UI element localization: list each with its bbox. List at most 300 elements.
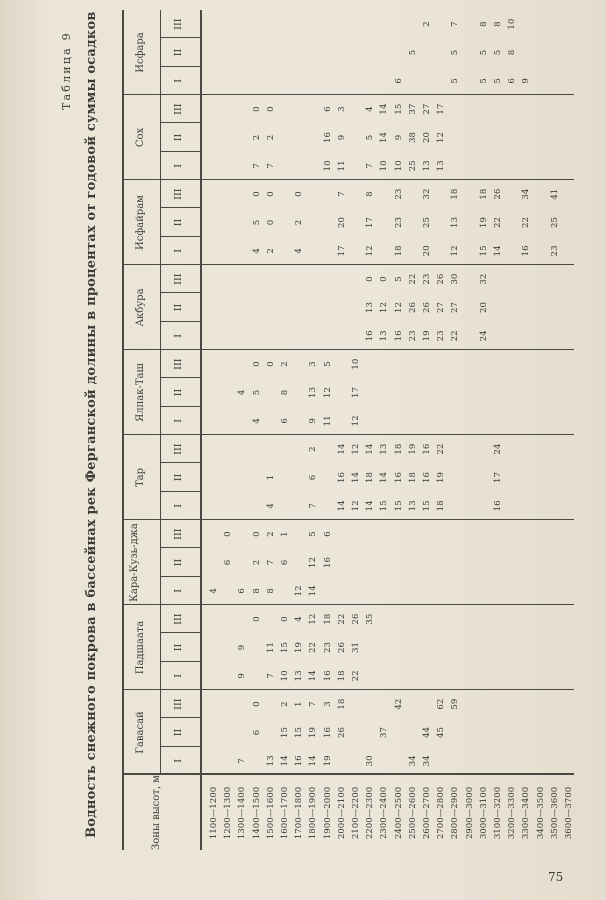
table-cell: 0 bbox=[251, 191, 262, 197]
table-cell: 23 bbox=[322, 642, 333, 653]
table-cell: 5 bbox=[393, 276, 404, 282]
table-cell: 17 bbox=[336, 245, 347, 257]
table-cell: 2 bbox=[265, 531, 276, 537]
table-cell: 10 bbox=[379, 160, 390, 172]
table-cell: 10 bbox=[507, 18, 518, 30]
zone-column-border bbox=[122, 774, 574, 776]
table-cell: 13 bbox=[379, 330, 390, 342]
table-cell: 8 bbox=[507, 49, 518, 56]
table-cell: 0 bbox=[251, 106, 262, 112]
table-cell: 4 bbox=[294, 248, 305, 254]
table-cell: 15 bbox=[379, 500, 390, 512]
table-cell: 0 bbox=[379, 276, 390, 282]
table-cell: 27 bbox=[422, 103, 432, 115]
table-cell: 16 bbox=[322, 132, 333, 143]
table-cell: 15 bbox=[393, 103, 404, 115]
zone-label: 1500—1600 bbox=[265, 786, 276, 840]
table-cell: 14 bbox=[308, 755, 319, 767]
sub-column-label: I bbox=[173, 673, 184, 678]
table-cell: 34 bbox=[422, 755, 432, 767]
table-cell: 8 bbox=[265, 588, 276, 594]
table-cell: 11 bbox=[265, 642, 276, 653]
zone-label: 1900—2000 bbox=[322, 786, 333, 840]
table-cell: 2 bbox=[280, 361, 290, 367]
table-cell: 4 bbox=[251, 418, 262, 424]
table-top-border bbox=[122, 10, 124, 850]
table-cell: 37 bbox=[379, 727, 390, 738]
table-cell: 4 bbox=[251, 248, 262, 254]
table-cell: 16 bbox=[322, 670, 333, 682]
page-number: 75 bbox=[548, 870, 564, 884]
table-cell: 22 bbox=[308, 642, 319, 653]
table-cell: 45 bbox=[436, 727, 447, 738]
table-cell: 22 bbox=[351, 670, 361, 682]
table-cell: 26 bbox=[407, 302, 418, 313]
table-cell: 7 bbox=[265, 673, 276, 679]
sub-column-label: III bbox=[173, 528, 184, 540]
table-cell: 8 bbox=[365, 191, 376, 197]
table-cell: 22 bbox=[493, 217, 503, 228]
sub-column-label: III bbox=[173, 698, 184, 710]
zone-label: 1100—1200 bbox=[209, 786, 219, 840]
table-cell: 8 bbox=[478, 21, 489, 27]
sub-column-label: II bbox=[173, 48, 184, 57]
table-cell: 12 bbox=[308, 613, 319, 625]
table-cell: 12 bbox=[436, 132, 447, 143]
table-cell: 18 bbox=[407, 472, 418, 483]
table-header-border bbox=[200, 10, 202, 850]
table-cell: 27 bbox=[436, 302, 447, 313]
table-cell: 3 bbox=[336, 106, 347, 112]
table-cell: 23 bbox=[436, 330, 447, 342]
table-cell: 6 bbox=[280, 418, 290, 424]
table-cell: 5 bbox=[493, 49, 503, 56]
table-cell: 16 bbox=[365, 330, 376, 342]
table-cell: 2 bbox=[422, 21, 432, 27]
table-cell: 8 bbox=[251, 588, 262, 594]
sub-column-label: I bbox=[173, 333, 184, 338]
table-cell: 26 bbox=[336, 727, 347, 738]
river-name: Падшаата bbox=[135, 620, 146, 675]
table-cell: 12 bbox=[393, 302, 404, 313]
zone-label: 3500—3600 bbox=[549, 786, 560, 840]
table-cell: 7 bbox=[308, 701, 319, 707]
table-cell: 17 bbox=[365, 217, 376, 228]
table-cell: 12 bbox=[379, 302, 390, 313]
table-cell: 20 bbox=[478, 302, 489, 313]
table-cell: 2 bbox=[280, 701, 290, 707]
zone-label: 1300—1400 bbox=[237, 786, 248, 840]
sub-column-label: I bbox=[173, 78, 184, 83]
table-cell: 2 bbox=[251, 134, 262, 141]
table-cell: 10 bbox=[322, 160, 333, 172]
sub-column-label: I bbox=[173, 248, 184, 253]
table-cell: 34 bbox=[407, 755, 418, 767]
zone-label: 3400—3500 bbox=[535, 786, 546, 840]
table-cell: 14 bbox=[379, 132, 390, 143]
zone-label: 2600—2700 bbox=[422, 786, 432, 840]
table-cell: 59 bbox=[450, 698, 461, 710]
table-cell: 19 bbox=[294, 642, 305, 653]
table-cell: 25 bbox=[549, 217, 560, 228]
table-cell: 24 bbox=[493, 443, 503, 455]
zone-label: 2700—2800 bbox=[436, 786, 447, 840]
sub-column-label: III bbox=[173, 443, 184, 455]
table-cell: 38 bbox=[407, 132, 418, 143]
table-cell: 32 bbox=[422, 188, 432, 200]
table-cell: 13 bbox=[308, 387, 319, 398]
table-cell: 11 bbox=[336, 160, 347, 172]
zone-label: 3000—3100 bbox=[478, 786, 489, 840]
table-cell: 6 bbox=[280, 559, 290, 566]
sub-column-label: III bbox=[173, 273, 184, 285]
river-group-divider bbox=[122, 519, 574, 520]
sub-column-label: I bbox=[173, 758, 184, 763]
table-cell: 19 bbox=[407, 443, 418, 455]
table-cell: 44 bbox=[422, 727, 432, 738]
table-cell: 6 bbox=[322, 531, 333, 537]
table-cell: 16 bbox=[493, 500, 503, 512]
sub-column-label: II bbox=[173, 303, 184, 312]
table-cell: 8 bbox=[280, 389, 290, 396]
table-number: Таблица 9 bbox=[60, 31, 73, 110]
table-cell: 14 bbox=[379, 472, 390, 483]
table-cell: 16 bbox=[336, 472, 347, 483]
table-cell: 13 bbox=[265, 755, 276, 767]
table-cell: 2 bbox=[265, 248, 276, 254]
table-cell: 18 bbox=[322, 613, 333, 625]
table-cell: 15 bbox=[422, 500, 432, 512]
table-cell: 4 bbox=[265, 503, 276, 509]
river-name: Исфара bbox=[135, 32, 146, 73]
table-cell: 15 bbox=[294, 727, 305, 738]
table-cell: 1 bbox=[280, 531, 290, 537]
river-name: Исфайрам bbox=[135, 195, 146, 250]
table-cell: 13 bbox=[407, 500, 418, 512]
table-cell: 23 bbox=[422, 273, 432, 285]
table-cell: 26 bbox=[351, 613, 361, 625]
table-cell: 6 bbox=[322, 106, 333, 112]
table-cell: 20 bbox=[422, 132, 432, 143]
river-name: Кара-Кузь-джа bbox=[129, 523, 140, 602]
table-cell: 12 bbox=[351, 415, 361, 427]
river-group-divider bbox=[122, 264, 574, 265]
table-cell: 0 bbox=[251, 701, 262, 707]
table-cell: 7 bbox=[450, 21, 461, 27]
table-cell: 18 bbox=[336, 698, 347, 710]
table-cell: 30 bbox=[365, 755, 376, 767]
table-cell: 5 bbox=[251, 389, 262, 396]
table-cell: 16 bbox=[322, 727, 333, 738]
river-group-divider bbox=[122, 94, 574, 95]
table-cell: 27 bbox=[450, 302, 461, 313]
river-name: Акбура bbox=[135, 288, 146, 327]
table-cell: 26 bbox=[436, 273, 447, 285]
zone-label: 1700—1800 bbox=[294, 786, 305, 840]
table-cell: 0 bbox=[265, 106, 276, 112]
table-cell: 35 bbox=[365, 613, 376, 625]
table-cell: 5 bbox=[365, 134, 376, 141]
river-name: Ялпак-Таш bbox=[135, 363, 146, 422]
table-cell: 13 bbox=[450, 217, 461, 228]
table-cell: 13 bbox=[365, 302, 376, 313]
table-cell: 10 bbox=[280, 670, 290, 682]
table-cell: 9 bbox=[308, 418, 319, 424]
table-cell: 17 bbox=[351, 387, 361, 398]
table-cell: 0 bbox=[294, 191, 305, 197]
table-cell: 2 bbox=[308, 446, 319, 452]
zone-label: 2500—2600 bbox=[407, 786, 418, 840]
sub-column-label: I bbox=[173, 588, 184, 593]
table-cell: 5 bbox=[450, 49, 461, 56]
table-cell: 5 bbox=[322, 361, 333, 367]
table-cell: 12 bbox=[450, 245, 461, 257]
table-cell: 7 bbox=[237, 758, 248, 764]
table-cell: 42 bbox=[393, 698, 404, 710]
table-cell: 0 bbox=[265, 219, 276, 226]
table-cell: 22 bbox=[450, 330, 461, 342]
table-cell: 18 bbox=[365, 472, 376, 483]
table-cell: 18 bbox=[478, 188, 489, 200]
table-cell: 0 bbox=[265, 191, 276, 197]
table-cell: 14 bbox=[351, 472, 361, 483]
river-name: Сох bbox=[135, 127, 146, 148]
zone-label: 1400—1500 bbox=[251, 786, 262, 840]
table-cell: 12 bbox=[351, 500, 361, 512]
zone-label: 1200—1300 bbox=[223, 786, 234, 840]
table-cell: 13 bbox=[436, 160, 447, 172]
sub-column-label: I bbox=[173, 418, 184, 423]
table-cell: 12 bbox=[322, 387, 333, 398]
river-group-divider bbox=[122, 604, 574, 605]
zone-header: Зоны высот, м bbox=[151, 775, 162, 850]
sub-column-label: II bbox=[173, 133, 184, 142]
table-cell: 5 bbox=[493, 78, 503, 84]
table-cell: 7 bbox=[336, 191, 347, 197]
table-cell: 12 bbox=[351, 443, 361, 455]
table-cell: 15 bbox=[280, 727, 290, 738]
sub-column-label: III bbox=[173, 188, 184, 200]
table-cell: 14 bbox=[336, 443, 347, 455]
table-cell: 22 bbox=[436, 443, 447, 455]
table-cell: 26 bbox=[422, 302, 432, 313]
table-cell: 3 bbox=[308, 361, 319, 367]
table-cell: 14 bbox=[280, 755, 290, 767]
zone-label: 3200—3300 bbox=[507, 786, 518, 840]
table-cell: 4 bbox=[365, 106, 376, 112]
sub-column-label: III bbox=[173, 358, 184, 370]
table-cell: 0 bbox=[251, 531, 262, 537]
table-cell: 31 bbox=[351, 642, 361, 653]
table-cell: 14 bbox=[308, 670, 319, 682]
table-cell: 22 bbox=[521, 217, 532, 228]
table-cell: 7 bbox=[365, 163, 376, 169]
table-cell: 8 bbox=[493, 21, 503, 27]
table-cell: 12 bbox=[294, 585, 305, 597]
table-cell: 19 bbox=[436, 472, 447, 483]
table-cell: 19 bbox=[478, 217, 489, 228]
zone-label: 3100—3200 bbox=[493, 786, 503, 840]
table-cell: 18 bbox=[450, 188, 461, 200]
table-cell: 2 bbox=[265, 134, 276, 141]
table-cell: 7 bbox=[265, 163, 276, 169]
table-cell: 23 bbox=[407, 330, 418, 342]
sub-column-label: III bbox=[173, 18, 184, 30]
river-group-divider bbox=[122, 179, 574, 180]
table-cell: 19 bbox=[308, 727, 319, 738]
zone-label: 1600—1700 bbox=[280, 786, 290, 840]
table-cell: 1 bbox=[294, 701, 305, 707]
sub-column-label: II bbox=[173, 728, 184, 737]
table-caption: Водность снежного покрова в бассейнах рек Ферганской долины в процентах от годовой суммы осадков bbox=[84, 11, 99, 838]
sub-column-label: II bbox=[173, 388, 184, 397]
zone-label: 2100—2200 bbox=[351, 786, 361, 840]
table-cell: 6 bbox=[251, 729, 262, 736]
table-cell: 2 bbox=[251, 559, 262, 566]
zone-label: 2300—2400 bbox=[379, 786, 390, 840]
table-cell: 15 bbox=[393, 500, 404, 512]
table-cell: 13 bbox=[422, 160, 432, 172]
data-table bbox=[122, 10, 574, 850]
sub-column-label: II bbox=[173, 473, 184, 482]
table-cell: 62 bbox=[436, 698, 447, 710]
table-cell: 0 bbox=[365, 276, 376, 282]
table-cell: 0 bbox=[223, 531, 234, 537]
table-cell: 16 bbox=[422, 443, 432, 455]
table-cell: 9 bbox=[237, 673, 248, 679]
table-cell: 23 bbox=[393, 217, 404, 228]
sub-column-label: III bbox=[173, 103, 184, 115]
table-cell: 22 bbox=[336, 613, 347, 625]
sub-column-label: II bbox=[173, 643, 184, 652]
table-cell: 25 bbox=[407, 160, 418, 172]
table-cell: 17 bbox=[493, 472, 503, 483]
table-cell: 32 bbox=[478, 273, 489, 285]
table-cell: 1 bbox=[265, 474, 276, 481]
table-cell: 6 bbox=[393, 78, 404, 84]
table-cell: 5 bbox=[450, 78, 461, 84]
table-cell: 0 bbox=[280, 616, 290, 622]
table-cell: 14 bbox=[379, 103, 390, 115]
table-cell: 16 bbox=[393, 330, 404, 342]
table-cell: 20 bbox=[336, 217, 347, 228]
table-cell: 24 bbox=[478, 330, 489, 342]
table-cell: 17 bbox=[436, 103, 447, 115]
zone-label: 1800—1900 bbox=[308, 786, 319, 840]
zone-label: 2000—2100 bbox=[336, 786, 347, 840]
table-cell: 15 bbox=[280, 642, 290, 653]
sub-column-label: II bbox=[173, 218, 184, 227]
table-cell: 16 bbox=[294, 755, 305, 767]
table-cell: 5 bbox=[407, 49, 418, 56]
table-cell: 14 bbox=[493, 245, 503, 257]
table-cell: 2 bbox=[294, 219, 305, 226]
table-cell: 26 bbox=[336, 642, 347, 653]
table-cell: 18 bbox=[393, 245, 404, 257]
zone-label: 2900—3000 bbox=[464, 786, 475, 840]
table-cell: 30 bbox=[450, 273, 461, 285]
table-cell: 14 bbox=[308, 585, 319, 597]
sub-column-label: I bbox=[173, 163, 184, 168]
table-cell: 13 bbox=[294, 670, 305, 682]
table-cell: 6 bbox=[223, 559, 234, 566]
table-cell: 0 bbox=[251, 361, 262, 367]
table-cell: 13 bbox=[379, 443, 390, 455]
table-cell: 4 bbox=[209, 588, 219, 594]
table-cell: 16 bbox=[322, 557, 333, 568]
zone-label: 2200—2300 bbox=[365, 786, 376, 840]
table-cell: 26 bbox=[493, 188, 503, 200]
table-cell: 15 bbox=[478, 245, 489, 257]
river-group-divider bbox=[122, 689, 574, 690]
table-cell: 16 bbox=[393, 472, 404, 483]
zone-label: 2400—2500 bbox=[393, 786, 404, 840]
sub-column-label: II bbox=[173, 558, 184, 567]
table-cell: 18 bbox=[336, 670, 347, 682]
table-cell: 16 bbox=[521, 245, 532, 257]
zone-label: 3600—3700 bbox=[564, 786, 574, 840]
zone-label: 2800—2900 bbox=[450, 786, 461, 840]
table-cell: 5 bbox=[478, 78, 489, 84]
table-cell: 23 bbox=[549, 245, 560, 257]
table-cell: 41 bbox=[549, 188, 560, 200]
table-cell: 5 bbox=[251, 219, 262, 226]
table-cell: 6 bbox=[308, 474, 319, 481]
river-name: Тар bbox=[135, 467, 146, 488]
table-cell: 19 bbox=[322, 755, 333, 767]
table-cell: 18 bbox=[393, 443, 404, 455]
river-group-divider bbox=[122, 434, 574, 435]
table-cell: 5 bbox=[308, 531, 319, 537]
table-cell: 7 bbox=[251, 163, 262, 169]
table-cell: 3 bbox=[322, 701, 333, 707]
table-cell: 0 bbox=[265, 361, 276, 367]
table-cell: 9 bbox=[393, 134, 404, 141]
table-cell: 37 bbox=[407, 103, 418, 115]
table-cell: 14 bbox=[365, 443, 376, 455]
table-cell: 6 bbox=[237, 588, 248, 594]
table-cell: 34 bbox=[521, 188, 532, 200]
table-cell: 22 bbox=[407, 273, 418, 285]
sub-column-label: III bbox=[173, 613, 184, 625]
table-cell: 18 bbox=[436, 500, 447, 512]
table-cell: 12 bbox=[365, 245, 376, 257]
table-cell: 14 bbox=[365, 500, 376, 512]
table-cell: 5 bbox=[478, 49, 489, 56]
table-cell: 7 bbox=[308, 503, 319, 509]
table-cell: 23 bbox=[393, 188, 404, 200]
table-cell: 4 bbox=[237, 389, 248, 396]
table-cell: 20 bbox=[422, 245, 432, 257]
river-group-divider bbox=[122, 349, 574, 350]
table-cell: 11 bbox=[322, 415, 333, 427]
table-cell: 9 bbox=[336, 134, 347, 141]
table-cell: 25 bbox=[422, 217, 432, 228]
table-cell: 7 bbox=[265, 559, 276, 566]
table-cell: 16 bbox=[422, 472, 432, 483]
table-cell: 9 bbox=[237, 644, 248, 651]
table-cell: 14 bbox=[336, 500, 347, 512]
table-cell: 19 bbox=[422, 330, 432, 342]
zone-label: 3300—3400 bbox=[521, 786, 532, 840]
table-cell: 4 bbox=[294, 616, 305, 622]
table-cell: 0 bbox=[251, 616, 262, 622]
table-cell: 10 bbox=[393, 160, 404, 172]
table-cell: 6 bbox=[507, 78, 518, 84]
table-cell: 10 bbox=[351, 358, 361, 370]
table-cell: 9 bbox=[521, 78, 532, 84]
river-name: Гавасай bbox=[135, 711, 146, 754]
